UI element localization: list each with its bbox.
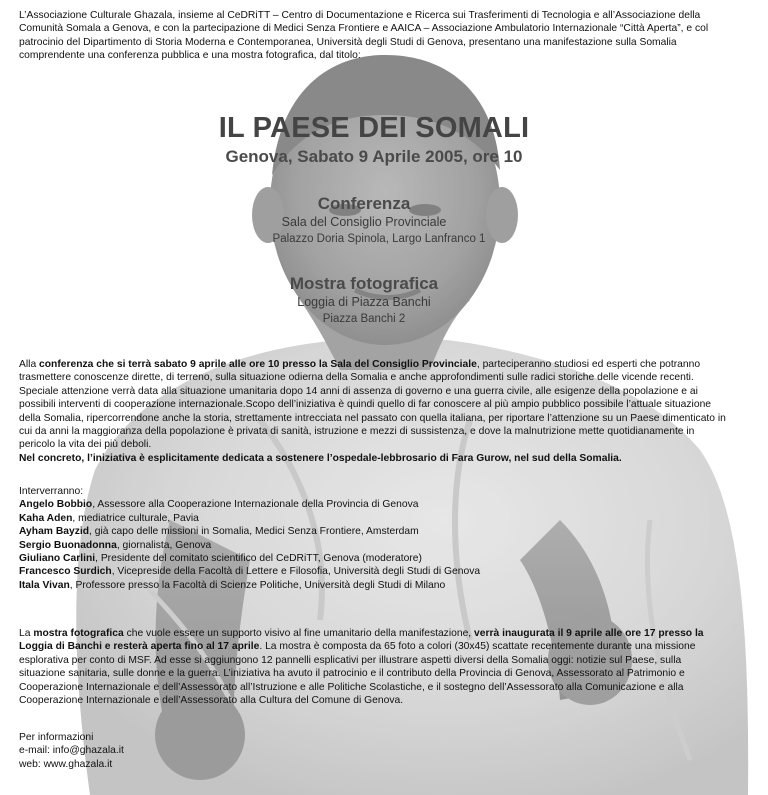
speaker-role: , già capo delle missioni in Somalia, Medici Senza Frontiere, Amsterdam <box>89 526 419 538</box>
exhibition-text-lead: La <box>19 628 34 639</box>
speaker-name: Ayham Bayzid <box>19 526 90 538</box>
speaker-name: Angelo Bobbio <box>19 499 93 511</box>
speaker-role: , Professore presso la Facoltà di Scienze Politiche, Università degli Studi di Milano <box>69 579 446 591</box>
conference-heading: Conferenza <box>317 194 411 213</box>
contact-email[interactable]: e-mail: info@ghazala.it <box>19 745 124 757</box>
speaker-role: , Presidente del comitato scientifico del CeDRiTT, Genova (moderatore) <box>95 553 422 565</box>
speaker-name: Sergio Buonadonna <box>19 539 117 551</box>
speaker-item <box>19 512 727 525</box>
event-date: Genova, Sabato 9 Aprile 2005, ore 10 <box>225 147 523 166</box>
speaker-item <box>19 539 727 552</box>
speaker-item <box>19 579 727 592</box>
exhibition-text-name: mostra fotografica <box>33 628 124 639</box>
conference-description <box>19 358 727 465</box>
speakers-list <box>19 485 727 592</box>
intro-paragraph: L’Associazione Culturale Ghazala, insieme al CeDRiTT – Centro di Documentazione e Ricerca sui Trasferimenti di Tecnologia e all’Associazione della Comunità Somala a Genova, e con la partecipazione di Medici Senza Frontiere e AAICA – Associazione Ambulatorio Internazionale “Città Aperta”, e col patrocinio del Dipartimento di Storia Moderna e Contemporanea, Università degli Studi di Genova, presentano una manifestazione sulla Somalia comprendente una conferenza pubblica e una mostra fotografica, dal titolo: <box>19 10 709 62</box>
speaker-item <box>19 565 727 578</box>
speaker-role: , giornalista, Genova <box>116 539 212 551</box>
exhibition-address: Piazza Banchi 2 <box>322 313 406 325</box>
speakers-heading: Interverranno: <box>19 486 84 497</box>
exhibition-text-body: . La mostra è composta da 65 foto a colori (30x45) scattate recentemente durante una missione esplorativa per conto di MSF. Ad esse si aggiungono 12 pannelli esplicativi per illustrare aspetti diversi della Somalia oggi: notizie sul Paese, sulla situazione sanitaria, sulle donne e la guerra. L’iniziativa ha avuto il patrocinio e il contributo della Provincia di Genova, Assessorato al Patrimonio e Cooperazione Internazionale e dell’Assessorato all’Istruzione e alle Politiche Scolastiche, e il sostegno dell’Assessorato alla Comunicazione e alla Cooperazione Internazionale e dell’Assessorato alla Cultura del Comune di Genova. <box>19 641 696 707</box>
conference-text-highlight: conferenza che si terrà sabato 9 aprile alle ore 10 presso la Sala del Consiglio Provinciale <box>39 359 477 370</box>
speaker-role: , mediatrice culturale, Pavia <box>72 512 199 524</box>
speaker-name: Kaha Aden <box>19 512 73 524</box>
conference-address: Palazzo Doria Spinola, Largo Lanfranco 1 <box>272 233 486 245</box>
exhibition-text-purpose: che vuole essere un supporto visivo al fine umanitario della manifestazione, <box>123 628 475 639</box>
contact-info <box>19 731 319 771</box>
speaker-item <box>19 525 727 538</box>
conference-venue: Sala del Consiglio Provinciale <box>281 215 447 229</box>
conference-text-lead: Alla <box>19 359 40 370</box>
speaker-item <box>19 552 727 565</box>
exhibition-heading: Mostra fotografica <box>289 274 439 293</box>
speaker-name: Itala Vivan <box>19 579 70 591</box>
exhibition-description <box>19 627 727 707</box>
speaker-role: , Assessore alla Cooperazione Internazionale della Provincia di Genova <box>92 499 419 511</box>
speaker-name: Francesco Surdich <box>19 566 112 578</box>
event-title: IL PAESE DEI SOMALI <box>218 112 530 144</box>
conference-text-body: , parteciperanno studiosi ed esperti che potranno trasmettere conoscenze dirette, di terreno, sulla situazione odierna della Somalia e anche approfondimenti sulle radici storiche delle vicende recenti. Speciale attenzione verrà data alla situazione umanitaria dopo 14 anni di assenza di governo e una guerra civile, alle esigenze della popolazione e ai possibili interventi di cooperazione internazionale.Scopo dell’iniziativa è quindi quello di far conoscere al più ampio pubblico possibile l’attuale situazione della Somalia, ripercorrendone anche la storia, strettamente intrecciata nel passato con quella italiana, per riportare l’attenzione su un Paese dimenticato in cui da anni la maggioranza della popolazione è privata di sanità, istruzione e mezzi di sussistenza, e dove la malnutrizione mette quotidianamente in pericolo la vita dei più deboli. <box>19 359 726 451</box>
contact-heading: Per informazioni <box>19 732 94 743</box>
speaker-role: , Vicepreside della Facoltà di Lettere e Filosofia, Università degli Studi di Genova <box>111 566 481 578</box>
contact-website[interactable]: web: www.ghazala.it <box>19 758 113 770</box>
speaker-item <box>19 498 727 511</box>
speaker-name: Giuliano Carlini <box>19 553 96 565</box>
exhibition-text-dates: verrà inaugurata il 9 aprile alle ore 17 presso la Loggia di Banchi e resterà aperta fino al 17 aprile <box>19 628 704 653</box>
conference-text-purpose: Nel concreto, l’iniziativa è esplicitamente dedicata a sostenere l’ospedale-lebbrosario di Fara Gurow, nel sud della Somalia. <box>19 452 622 464</box>
exhibition-venue: Loggia di Piazza Banchi <box>297 295 431 309</box>
